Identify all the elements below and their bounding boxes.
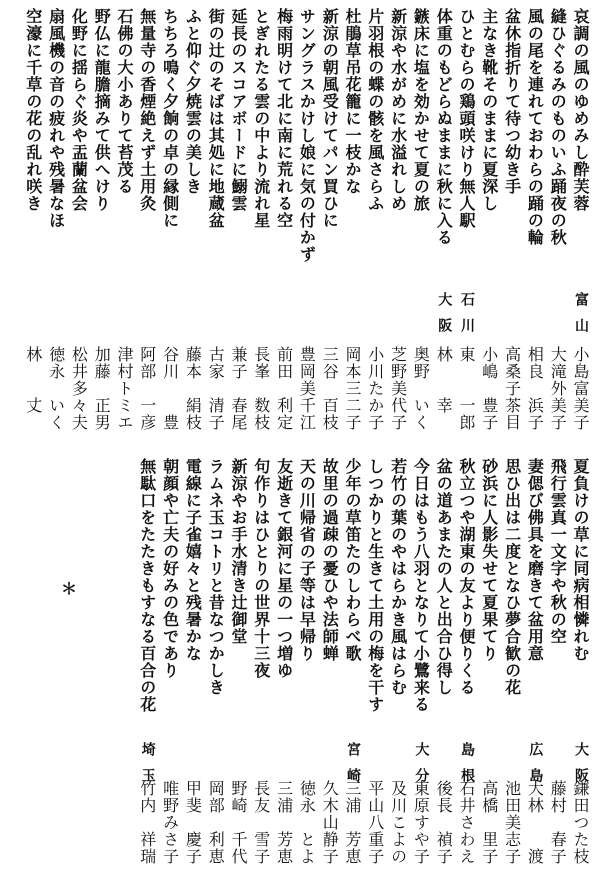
author-name: 津村トミエ xyxy=(115,346,134,431)
haiku-line: 夏負けの草に同病相憐れむ xyxy=(571,458,590,662)
author-name: 阿部 一彦 xyxy=(137,346,157,431)
author-name: 藤村 春子 xyxy=(548,780,568,865)
author-name: 前田 利定 xyxy=(274,346,294,431)
prefecture-label: 広島 xyxy=(527,742,544,794)
author-name: 竹内 祥瑞 xyxy=(137,780,157,865)
prefecture-label: 宮崎 xyxy=(345,742,361,794)
haiku-line: 思ひ出は二度となひ夢合歓の花 xyxy=(502,458,522,696)
haiku-line: 秋立つや湖東の友より便りくる xyxy=(457,458,476,696)
author-name: 石井さわえ xyxy=(457,780,476,865)
haiku-line: 縫ひぐるみのものいふ踊夜の秋 xyxy=(548,8,568,246)
haiku-line: 天の川帰省の子等は早帰り xyxy=(297,458,317,662)
author-name: 谷川 豊 xyxy=(160,346,180,431)
haiku-line: 若竹の葉のやはらかき風はらむ xyxy=(388,458,408,696)
haiku-line: 無駄口をたたきもすなる百合の花 xyxy=(137,458,157,713)
haiku-line: 扇風機の音の疲れや残暑なほ xyxy=(46,8,66,229)
author-name: 池田美志子 xyxy=(502,780,522,865)
author-name: 甲斐 慶子 xyxy=(183,780,203,865)
haiku-line: 片羽根の蝶の骸を風さらふ xyxy=(365,8,385,212)
haiku-line: 杜鵑草吊花籠に一枝かな xyxy=(343,8,362,195)
haiku-line: 新涼の朝風受けてパン買ひに xyxy=(320,8,340,229)
haiku-line: 電線に子雀嬉々と残暑かな xyxy=(183,458,203,662)
author-name: 野崎 千代 xyxy=(229,780,248,865)
prefecture-label: 石川 xyxy=(459,292,475,344)
haiku-line: 妻偲び佛具を磨きて盆用意 xyxy=(525,458,545,662)
author-name: 小川たか子 xyxy=(365,346,385,431)
prefecture-label: 大阪 xyxy=(436,292,453,344)
author-name: 徳永 とよ xyxy=(297,780,317,865)
author-name: 小嶋 豊子 xyxy=(479,346,499,431)
haiku-line: 野仏に龍膽摘みて供へけり xyxy=(92,8,112,212)
author-name: 岡部 利恵 xyxy=(206,780,226,865)
author-name: 久木山静子 xyxy=(320,780,340,865)
author-name: 高桑子茶目 xyxy=(502,346,522,431)
author-name: 大林 渡 xyxy=(525,780,545,865)
haiku-line: 新涼やお手水清き辻御堂 xyxy=(229,458,248,645)
haiku-line: しつかりと生きて土用の梅を干す xyxy=(365,458,385,713)
haiku-line: 句作りはひとりの世界十三夜 xyxy=(251,458,271,679)
author-name: 平山八重子 xyxy=(365,780,385,865)
haiku-line: ひとむらの鶏頭咲けり無人駅 xyxy=(457,8,476,229)
author-name: 鎌田つた枝 xyxy=(571,780,590,865)
author-name: 相良 浜子 xyxy=(525,346,545,431)
author-name: 林 幸 xyxy=(434,346,454,414)
haiku-line: 少年の草笛たのしわらべ歌 xyxy=(343,458,362,662)
haiku-line: 延長のスコアボードに鰯雲 xyxy=(229,8,248,212)
author-name: 藤本 絹枝 xyxy=(183,346,203,431)
haiku-line: 故里の過疎の憂ひや法師蝉 xyxy=(320,458,340,662)
haiku-line: 飛行雲真一文字や秋の空 xyxy=(548,458,568,645)
haiku-line: 朝顔や亡夫の好みの色であり xyxy=(160,458,180,679)
author-name: 徳永 いく xyxy=(46,346,66,431)
author-name: 林 丈 xyxy=(23,346,43,414)
haiku-line: とぎれたる雲の中より流れ星 xyxy=(251,8,271,229)
author-name: 兼子 春尾 xyxy=(229,346,248,431)
author-name: 三谷 百枝 xyxy=(320,346,340,431)
haiku-line: 新涼や水がめに水溢れしめ xyxy=(388,8,408,212)
author-name: 唯野みさ子 xyxy=(160,780,180,865)
author-name: 奥野 いく xyxy=(411,346,431,431)
haiku-line: 梅雨明けて北に南に荒れる空 xyxy=(274,8,294,229)
haiku-line: 風の尾を連れておわらの踊の輪 xyxy=(525,8,545,246)
prefecture-label: 埼玉 xyxy=(139,742,156,794)
haiku-line: 哀調の風のゆめみし酔芙蓉 xyxy=(571,8,590,212)
author-name: 豊岡美千江 xyxy=(297,346,317,431)
haiku-line: 街の辻のそばは其処に地蔵盆 xyxy=(206,8,226,229)
haiku-line: サングラスかけし娘に気の付かず xyxy=(297,8,317,263)
haiku-line: 体重のもどらぬままに秋に入る xyxy=(434,8,454,246)
haiku-line: 空濠に千草の花の乱れ咲き xyxy=(23,8,43,212)
haiku-line: 友逝きて銀河に星の一つ増ゆ xyxy=(274,458,294,679)
prefecture-label: 富山 xyxy=(573,292,589,344)
author-name: 松井多々夫 xyxy=(69,346,89,431)
author-name: 加藤 正男 xyxy=(92,346,112,431)
haiku-line: 化野に揺らぐ炎や盂蘭盆会 xyxy=(69,8,89,212)
haiku-line: ちちろ鳴く夕餉の卓の縁側に xyxy=(160,8,180,229)
author-name: 東 一郎 xyxy=(457,346,476,431)
author-name: 高橋 里子 xyxy=(479,780,499,865)
author-name: 古家 清子 xyxy=(206,346,226,431)
haiku-line: 鏃床に塩を効かせて夏の旅 xyxy=(411,8,431,212)
prefecture-label: 大分 xyxy=(413,742,430,794)
prefecture-label: 島根 xyxy=(459,742,475,794)
author-name: 小島富美子 xyxy=(571,346,590,431)
author-name: 東原すや子 xyxy=(411,780,431,865)
haiku-line: 盆の道あまたの人と出合ひ得し xyxy=(434,458,454,696)
author-name: 後長 禎子 xyxy=(434,780,454,865)
author-name: 三浦 芳恵 xyxy=(274,780,294,865)
author-name: 長友 雪子 xyxy=(251,780,271,865)
haiku-line: ラムネ玉コトリと昔なつかしき xyxy=(206,458,226,696)
haiku-line: 盆休指折りて待つ幼き手 xyxy=(502,8,522,195)
haiku-line: 石佛の大小ありて苔茂る xyxy=(115,8,134,195)
haiku-line: 主なき靴そのままに夏深し xyxy=(479,8,499,212)
haiku-line: 無量寺の香煙絶えず土用灸 xyxy=(137,8,157,212)
author-name: 岡本三二子 xyxy=(343,346,362,431)
haiku-line: ふと仰ぐ夕焼雲の美しき xyxy=(183,8,203,195)
author-name: 及川こよの xyxy=(388,780,408,865)
author-name: 三浦 芳恵 xyxy=(343,780,362,865)
haiku-line: 今日はもう八羽となりて小鷺来る xyxy=(411,458,431,713)
section-asterisk: ＊ xyxy=(61,579,78,598)
author-name: 芝野美代子 xyxy=(388,346,408,431)
prefecture-label: 大阪 xyxy=(573,742,589,794)
author-name: 大滝外美子 xyxy=(548,346,568,431)
haiku-line: 砂浜に人影失せて夏果てり xyxy=(479,458,499,662)
author-name: 長峯 数枝 xyxy=(251,346,271,431)
